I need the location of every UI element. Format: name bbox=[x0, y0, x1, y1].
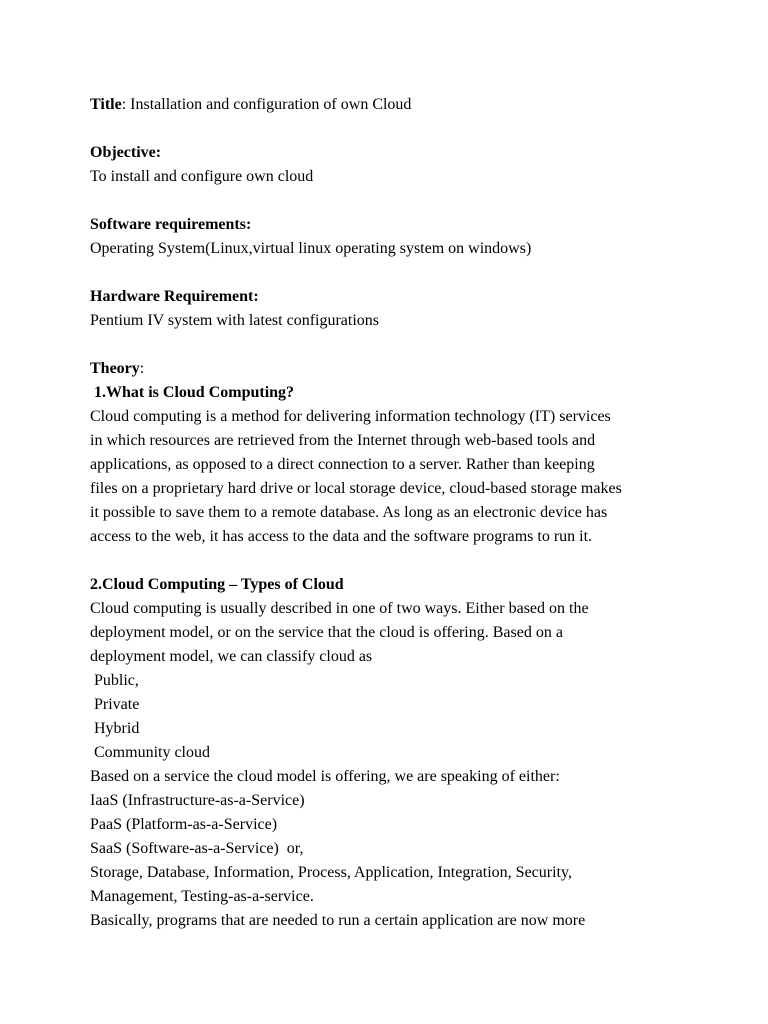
q2-line: Cloud computing is usually described in one of two ways. Either based on the bbox=[90, 600, 589, 617]
software-heading: Software requirements: bbox=[90, 216, 252, 233]
theory-heading: Theory bbox=[90, 360, 140, 377]
title-text: : Installation and configuration of own Cloud bbox=[121, 96, 412, 113]
objective-text: To install and configure own cloud bbox=[90, 168, 314, 185]
hardware-text: Pentium IV system with latest configurations bbox=[90, 312, 380, 329]
theory-heading-line bbox=[90, 357, 730, 381]
q1-line: in which resources are retrieved from the Internet through web-based tools and bbox=[90, 432, 596, 449]
spacer bbox=[90, 333, 730, 357]
spacer bbox=[90, 549, 730, 573]
q1-line: Cloud computing is a method for delivering information technology (IT) services bbox=[90, 408, 611, 425]
spacer bbox=[90, 117, 730, 141]
theory-colon: : bbox=[139, 360, 145, 377]
service-item: SaaS (Software-as-a-Service) or, bbox=[90, 840, 304, 857]
closing-line: Basically, programs that are needed to run a certain application are now more bbox=[90, 912, 586, 929]
hardware-heading: Hardware Requirement: bbox=[90, 288, 259, 305]
software-text: Operating System(Linux,virtual linux operating system on windows) bbox=[90, 240, 532, 257]
title-line bbox=[90, 93, 730, 117]
title-label: Title bbox=[90, 96, 122, 113]
q1-line: applications, as opposed to a direct connection to a server. Rather than keeping bbox=[90, 456, 595, 473]
objective-heading: Objective: bbox=[90, 144, 162, 161]
q1-heading: 1.What is Cloud Computing? bbox=[94, 384, 295, 401]
q2-heading: 2.Cloud Computing – Types of Cloud bbox=[90, 576, 344, 593]
service-intro: Based on a service the cloud model is offering, we are speaking of either: bbox=[90, 768, 560, 785]
document-page bbox=[90, 93, 730, 933]
deployment-model-item: Private bbox=[94, 696, 140, 713]
deployment-model-item: Public, bbox=[94, 672, 139, 689]
spacer bbox=[90, 189, 730, 213]
q2-line: deployment model, we can classify cloud as bbox=[90, 648, 373, 665]
spacer bbox=[90, 261, 730, 285]
service-item: PaaS (Platform-as-a-Service) bbox=[90, 816, 278, 833]
q1-line: files on a proprietary hard drive or local storage device, cloud-based storage makes bbox=[90, 480, 622, 497]
deployment-model-item: Hybrid bbox=[94, 720, 140, 737]
q2-line: deployment model, or on the service that the cloud is offering. Based on a bbox=[90, 624, 563, 641]
service-item: Storage, Database, Information, Process, Application, Integration, Security, bbox=[90, 864, 572, 881]
service-item: Management, Testing-as-a-service. bbox=[90, 888, 314, 905]
q1-line: access to the web, it has access to the data and the software programs to run it. bbox=[90, 528, 593, 545]
q1-line: it possible to save them to a remote database. As long as an electronic device has bbox=[90, 504, 608, 521]
deployment-model-item: Community cloud bbox=[94, 744, 210, 761]
service-item: IaaS (Infrastructure-as-a-Service) bbox=[90, 792, 305, 809]
